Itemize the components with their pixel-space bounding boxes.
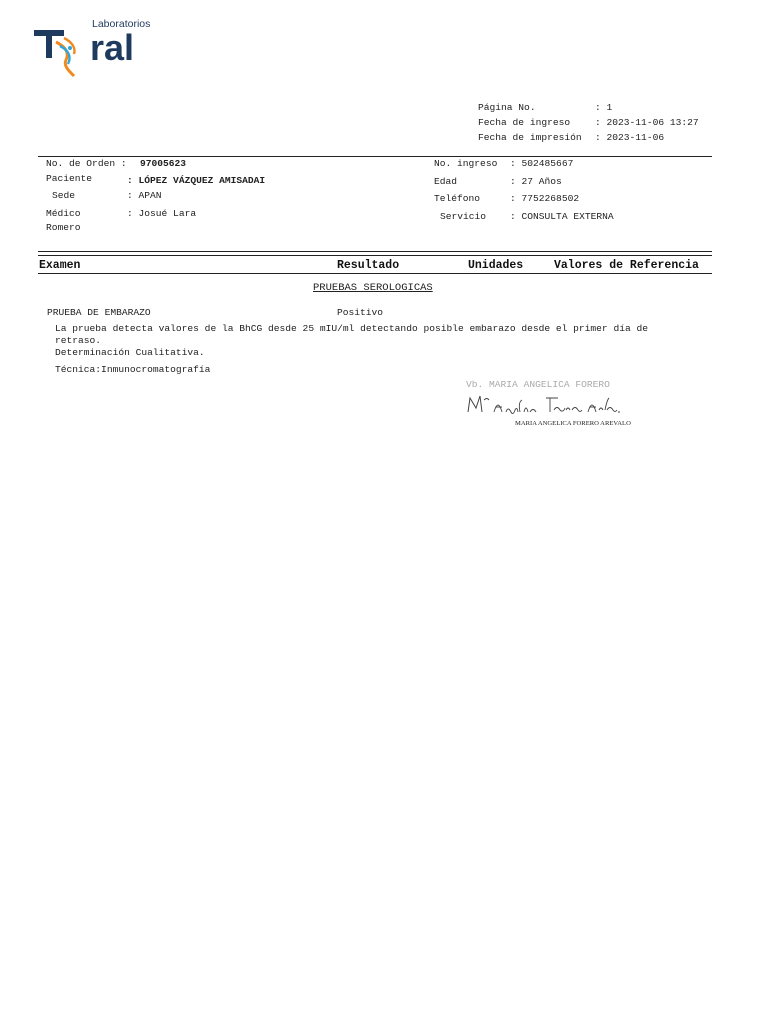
- page-number-row: [478, 102, 613, 113]
- page-value: : 1: [595, 102, 613, 113]
- signature-vb-text: Vb. MARIA ANGELICA FORERO: [466, 379, 610, 390]
- site-label: Sede: [52, 190, 76, 201]
- service-label: Servicio: [440, 211, 487, 222]
- doctor-label: Médico: [46, 208, 81, 219]
- signature-caption: MARIA ANGELICA FORERO AREVALO: [515, 420, 631, 427]
- exam-note-line-3: Determinación Cualitativa.: [55, 347, 205, 358]
- header-divider: [38, 156, 712, 157]
- table-top-rule-1: [38, 251, 712, 252]
- exam-note-line-1: La prueba detecta valores de la BhCG desde 25 mIU/ml detectando posible embarazo desde el primer día de: [55, 323, 648, 334]
- admission-date-row: [478, 117, 699, 128]
- column-header-units: Unidades: [468, 259, 524, 272]
- column-header-exam: Examen: [39, 259, 81, 272]
- admission-date-label: Fecha de ingreso: [478, 117, 571, 128]
- section-title: PRUEBAS SEROLOGICAS: [313, 282, 433, 294]
- column-header-reference: Valores de Referencia: [554, 259, 699, 272]
- doctor-value-continued: Romero: [46, 222, 81, 233]
- logo-top-text: Laboratorios: [92, 18, 151, 30]
- exam-technique: Técnica:Inmunocromatografía: [55, 364, 211, 375]
- site-value: : APAN: [127, 190, 162, 201]
- table-header-bottom-rule: [38, 273, 712, 274]
- exam-note-line-2: retraso.: [55, 335, 102, 346]
- patient-name-label: Paciente: [46, 173, 93, 184]
- doctor-value: : Josué Lara: [127, 208, 197, 219]
- service-value: : CONSULTA EXTERNA: [510, 211, 614, 222]
- admission-number-label: No. ingreso: [434, 158, 498, 169]
- svg-text:ral: ral: [90, 27, 135, 68]
- age-value: : 27 Años: [510, 176, 562, 187]
- age-label: Edad: [434, 176, 458, 187]
- table-top-rule-2: [38, 255, 712, 256]
- print-date-row: [478, 132, 665, 143]
- phone-value: : 7752268502: [510, 193, 580, 204]
- order-value: 97005623: [140, 158, 187, 169]
- print-date-label: Fecha de impresión: [478, 132, 582, 143]
- exam-name: PRUEBA DE EMBARAZO: [47, 307, 151, 318]
- laboratorios-teral-logo: [30, 16, 180, 84]
- column-header-result: Resultado: [337, 259, 400, 272]
- exam-result: Positivo: [337, 307, 384, 318]
- patient-name-value: : LÓPEZ VÁZQUEZ AMISADAI: [127, 175, 266, 186]
- order-label: No. de Orden :: [46, 158, 127, 169]
- phone-label: Teléfono: [434, 193, 481, 204]
- admission-date-value: : 2023-11-06 13:27: [595, 117, 699, 128]
- page-label: Página No.: [478, 102, 536, 113]
- print-date-value: : 2023-11-06: [595, 132, 665, 143]
- admission-number-value: : 502485667: [510, 158, 574, 169]
